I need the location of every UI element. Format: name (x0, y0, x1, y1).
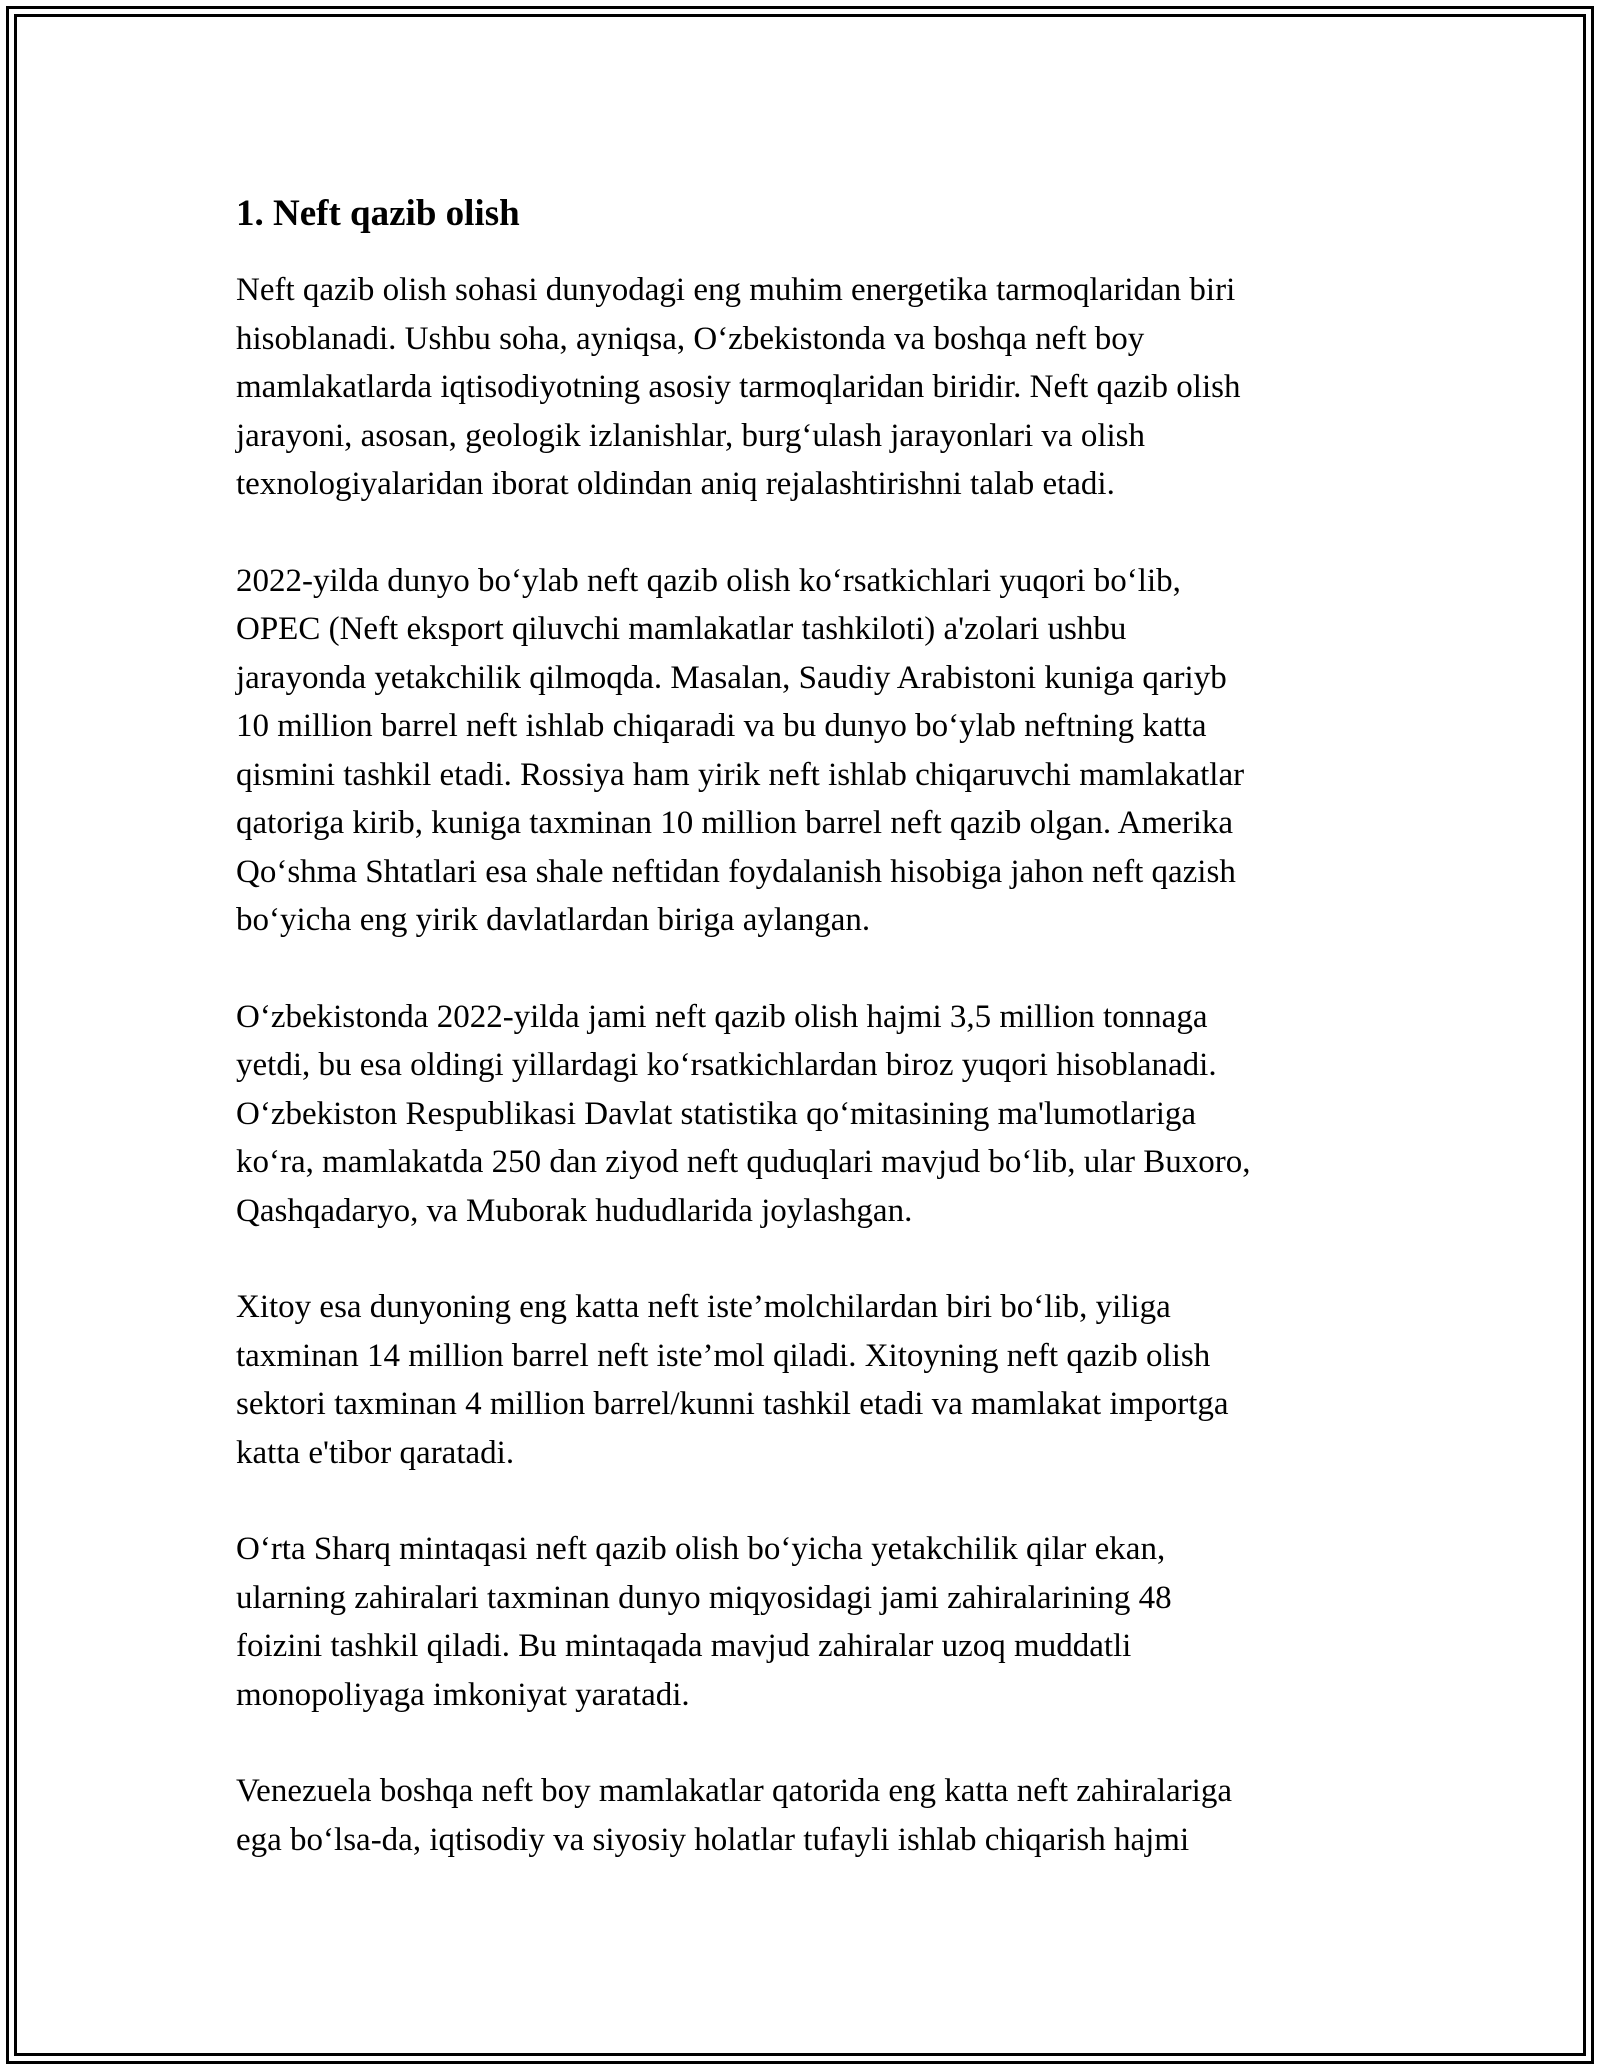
text-line: sektori taxminan 4 million barrel/kunni tashkil etadi va mamlakat importga (236, 1386, 1229, 1422)
text-line: jarayonda yetakchilik qilmoqda. Masalan, Saudiy Arabistoni kuniga qariyb (236, 659, 1227, 696)
text-line: O‘zbekistonda 2022-yilda jami neft qazib olish hajmi 3,5 million tonnaga (236, 998, 1208, 1035)
text-line: texnologiyalaridan iborat oldindan aniq rejalashtirishni talab etadi. (236, 466, 1115, 502)
paragraph-1 (236, 266, 1396, 509)
paragraph-4 (236, 1283, 1396, 1477)
text-line: 10 million barrel neft ishlab chiqaradi va bu dunyo bo‘ylab neftning katta (236, 708, 1207, 744)
text-line: bo‘yicha eng yirik davlatlardan biriga aylangan. (236, 902, 871, 938)
text-line: 2022-yilda dunyo bo‘ylab neft qazib olish ko‘rsatkichlari yuqori bo‘lib, (236, 562, 1181, 599)
text-line: jarayoni, asosan, geologik izlanishlar, burg‘ulash jarayonlari va olish (236, 417, 1145, 454)
text-line: O‘zbekiston Respublikasi Davlat statistika qo‘mitasining ma'lumotlariga (236, 1095, 1197, 1132)
text-line: qatoriga kirib, kuniga taxminan 10 million barrel neft qazib olgan. Amerika (236, 805, 1234, 841)
text-line: Qo‘shma Shtatlari esa shale neftidan foydalanish hisobiga jahon neft qazish (236, 853, 1236, 890)
text-line: ega bo‘lsa-da, iqtisodiy va siyosiy holatlar tufayli ishlab chiqarish hajmi (236, 1821, 1190, 1858)
text-line: ularning zahiralari taxminan dunyo miqyosidagi jami zahiralarining 48 (236, 1579, 1172, 1616)
text-line: Venezuela boshqa neft boy mamlakatlar qatorida eng katta neft zahiralariga (236, 1773, 1232, 1809)
text-line: taxminan 14 million barrel neft iste’mol qiladi. Xitoyning neft qazib olish (236, 1337, 1211, 1374)
text-line: katta e'tibor qaratadi. (236, 1434, 515, 1471)
text-line: Xitoy esa dunyoning eng katta neft iste’molchilardan biri bo‘lib, yiliga (236, 1289, 1171, 1325)
text-line: mamlakatlarda iqtisodiyotning asosiy tarmoqlaridan biridir. Neft qazib olish (236, 369, 1241, 405)
paragraph-5 (236, 1525, 1396, 1719)
paragraph-3 (236, 993, 1396, 1236)
text-line: O‘rta Sharq mintaqasi neft qazib olish bo‘yicha yetakchilik qilar ekan, (236, 1531, 1166, 1567)
paragraph-2 (236, 557, 1396, 945)
text-line: ko‘ra, mamlakatda 250 dan ziyod neft quduqlari mavjud bo‘lib, ular Buxoro, (236, 1144, 1251, 1180)
text-line: hisoblanadi. Ushbu soha, ayniqsa, O‘zbekistonda va boshqa neft boy (236, 320, 1145, 357)
text-line: OPEC (Neft eksport qiluvchi mamlakatlar tashkiloti) a'zolari ushbu (236, 611, 1127, 647)
text-line: Neft qazib olish sohasi dunyodagi eng muhim energetika tarmoqlaridan biri (236, 272, 1236, 308)
document-body (236, 186, 1396, 1912)
text-line: Qashqadaryo, va Muborak hududlarida joylashgan. (236, 1192, 913, 1229)
text-line: qismini tashkil etadi. Rossiya ham yirik neft ishlab chiqaruvchi mamlakatlar (236, 756, 1245, 793)
text-line: monopoliyaga imkoniyat yaratadi. (236, 1676, 690, 1713)
text-line: yetdi, bu esa oldingi yillardagi ko‘rsatkichlardan biroz yuqori hisoblanadi. (236, 1047, 1217, 1083)
paragraph-6 (236, 1767, 1396, 1864)
text-line: foizini tashkil qiladi. Bu mintaqada mavjud zahiralar uzoq muddatli (236, 1628, 1132, 1664)
section-heading: 1. Neft qazib olish (236, 193, 520, 234)
